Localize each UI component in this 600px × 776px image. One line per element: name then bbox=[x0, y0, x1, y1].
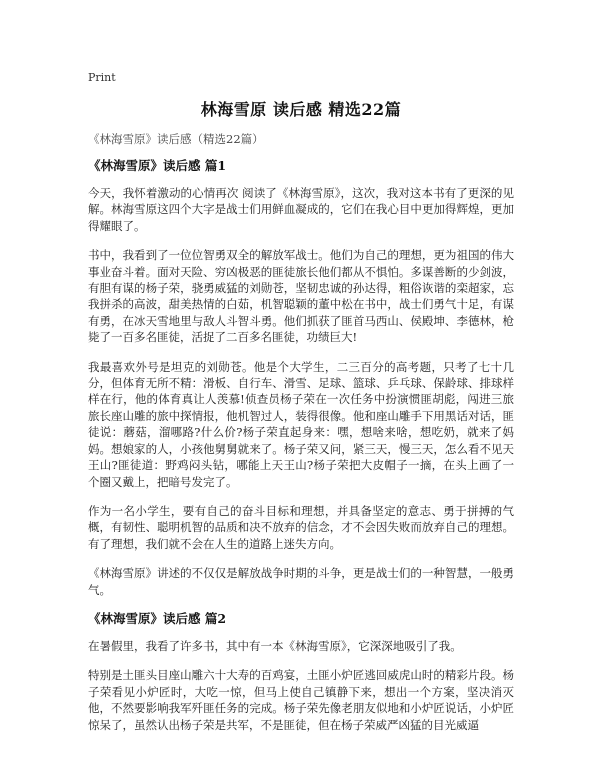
article-body bbox=[88, 158, 514, 746]
paragraph: 特别是土匪头目座山雕六十大寿的百鸡宴，土匪小炉匠逃回威虎山时的精彩片段。杨子荣看见小炉匠时，大吃一惊，但马上使自己镇静下来，想出一个方案，坚决消灭他，不然要影响我军歼匪任务的完成。杨子荣先像老朋友似地和小炉匠说话，小炉匠惊呆了，虽然认出杨子荣是共军，不是匪徒，但在杨子荣威严凶猛的目光威逼 bbox=[88, 668, 514, 732]
section-2 bbox=[88, 611, 514, 733]
paragraph: 今天，我怀着激动的心情再次 阅读了《林海雪原》，这次，我对这本书有了更深的见解。林海雪原这四个大字是战士们用鲜血凝成的，它们在我心目中更加得辉煌，更加得耀眼了。 bbox=[88, 186, 514, 233]
paragraph: 在暑假里，我看了许多书，其中有一本《林海雪原》，它深深地吸引了我。 bbox=[88, 638, 462, 653]
section-1 bbox=[88, 158, 514, 598]
document-title: 林海雪原 读后感 精选22篇 bbox=[200, 100, 402, 119]
paragraph: 我最喜欢外号是坦克的刘勋苍。他是个大学生，二三百分的高考题，只考了七十几分，但体育无所不精：滑板、自行车、滑雪、足球、篮球、乒乓球、保龄球、排球样样在行，他的体育真让人羡慕!侦查员杨子荣在一次任务中扮演惯匪胡彪，闯进三旅旅长座山雕的旅中探情报，他机智过人，装得很像。他和座山雕手下用黑话对话，匪徒说：蘑菇，溜哪路?什么价?杨子荣直起身来：嘿，想啥来啥，想吃奶，就来了妈妈。想娘家的人，小孩他舅舅就来了。杨子荣又问，紧三天，慢三天，怎么看不见天王山?匪徒道：野鸡闷头钻，哪能上天王山?杨子荣把大皮帽子一摘，在头上画了一个圈又戴上，把暗号发完了。 bbox=[88, 359, 514, 489]
section-heading: 《林海雪原》读后感 篇2 bbox=[88, 610, 227, 626]
print-link[interactable]: Print bbox=[88, 71, 116, 84]
paragraph: 《林海雪原》讲述的不仅仅是解放战争时期的斗争，更是战士们的一种智慧，一般勇气。 bbox=[88, 566, 514, 597]
document-page bbox=[88, 0, 514, 776]
section-heading: 《林海雪原》读后感 篇1 bbox=[88, 158, 227, 173]
document-subtitle: 《林海雪原》读后感（精选22篇） bbox=[88, 132, 264, 146]
paragraph: 作为一名小学生，要有自己的奋斗目标和理想，并具备坚定的意志、勇于拼搏的气概，有韧性、聪明机智的品质和决不放弃的信念，才不会因失败而放弃自己的理想。有了理想，我们就不会在人生的道路上迷失方向。 bbox=[88, 503, 514, 551]
paragraph: 书中，我看到了一位位智勇双全的解放军战士。他们为自己的理想，更为祖国的伟大事业奋斗着。面对天险、穷凶极恶的匪徒旅长他们都从不惧怕。多谋善断的少剑波，有胆有谋的杨子荣，骁勇威猛的刘勋苍，坚韧忠诚的孙达得，粗俗诙谐的栾超家，忘我拼杀的高波，甜美热情的白茹，机智聪颖的董中松在书中，战士们勇气十足，有谋有勇，在冰天雪地里与敌人斗智斗勇。他们抓获了匪首马西山、侯殿坤、李德林，枪毙了一百多名匪徒，活捉了二百多名匪徒，功绩巨大! bbox=[88, 248, 514, 345]
